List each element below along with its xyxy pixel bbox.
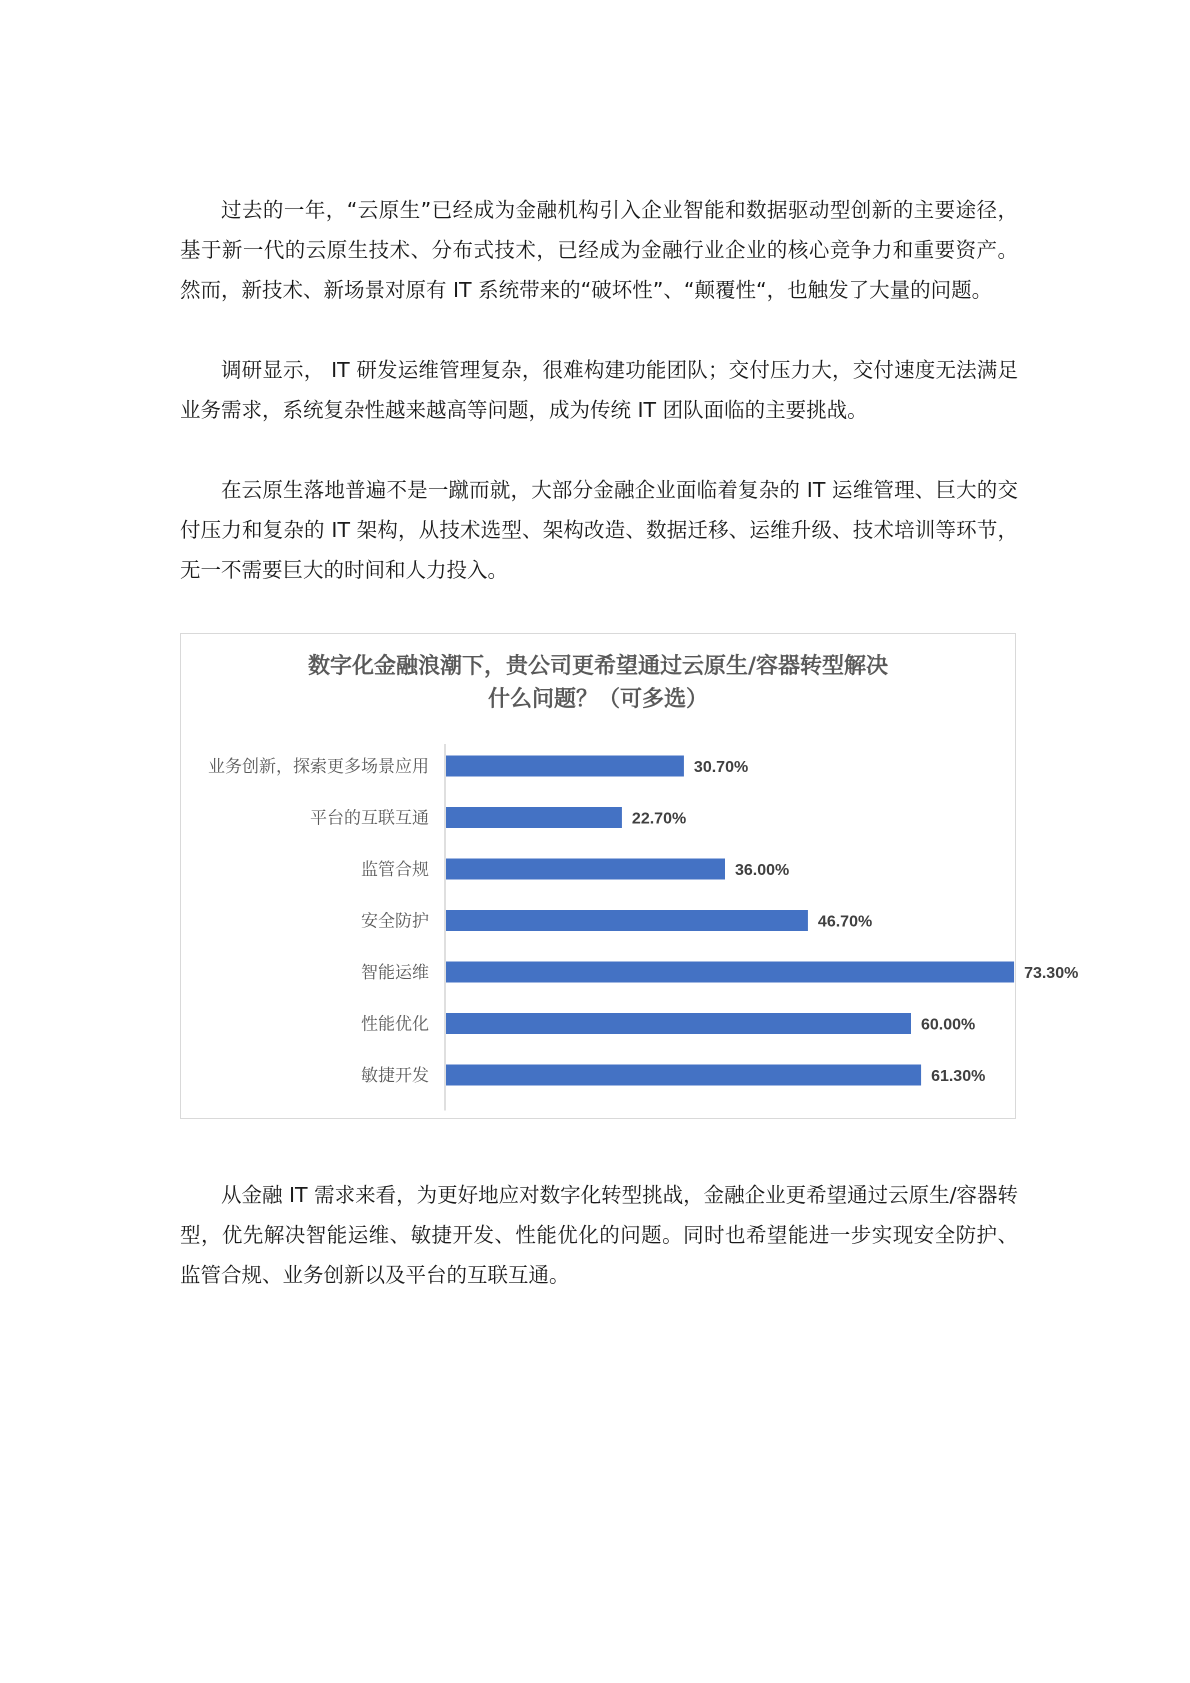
bar: [446, 859, 725, 880]
bar: [446, 807, 622, 828]
data-label: 73.30%: [1024, 965, 1079, 982]
data-label: 22.70%: [631, 810, 687, 828]
data-label: 30.70%: [693, 759, 749, 776]
chart-title-line2: 什么问题？（可多选）: [487, 687, 708, 712]
bar: [446, 962, 1014, 983]
bar: [446, 1013, 911, 1034]
category-label: 监管合规: [361, 860, 429, 880]
data-label: 61.30%: [931, 1068, 986, 1085]
paragraph-challenges: 在云原生落地普遍不是一蹴而就，大部分金融企业面临着复杂的 IT 运维管理、巨大的交付压力和复杂的 IT 架构，从技术选型、架构改造、数据迁移、运维升级、技术培训等环节，无一不需要巨大的时间和人力投入。: [180, 478, 1018, 582]
paragraph-survey: 调研显示， IT 研发运维管理复杂，很难构建功能团队；交付压力大，交付速度无法满足业务需求，系统复杂性越来越高等问题，成为传统 IT 团队面临的主要挑战。: [180, 358, 1018, 422]
category-label: 安全防护: [361, 911, 429, 932]
bar-chart: [180, 633, 1079, 1119]
data-label: 60.00%: [921, 1016, 976, 1034]
chart-title-line1: 数字化金融浪潮下，贵公司更希望通过云原生/容器转型解决: [307, 654, 889, 679]
category-label: 平台的互联互通: [310, 808, 429, 829]
category-label: 性能优化: [361, 1014, 429, 1035]
data-label: 46.70%: [817, 913, 873, 931]
category-label: 智能运维: [361, 963, 429, 983]
bar: [446, 1065, 921, 1086]
category-label: 业务创新，探索更多场景应用: [208, 757, 429, 777]
chart-canvas: [181, 634, 1079, 1120]
bar: [446, 756, 684, 777]
bar: [446, 910, 808, 931]
paragraph-intro: 过去的一年，“云原生”已经成为金融机构引入企业智能和数据驱动型创新的主要途径，基于新一代的云原生技术、分布式技术，已经成为金融行业企业的核心竞争力和重要资产。然而，新技术、新场景对原有 IT 系统带来的“破坏性”、“颠覆性“，也触发了大量的问题。: [180, 198, 1018, 302]
paragraph-conclusion: 从金融 IT 需求来看，为更好地应对数字化转型挑战，金融企业更希望通过云原生/容器转型，优先解决智能运维、敏捷开发、性能优化的问题。同时也希望能进一步实现安全防护、监管合规、业务创新以及平台的互联互通。: [180, 1183, 1019, 1287]
category-label: 敏捷开发: [361, 1066, 429, 1086]
data-label: 36.00%: [735, 862, 790, 879]
